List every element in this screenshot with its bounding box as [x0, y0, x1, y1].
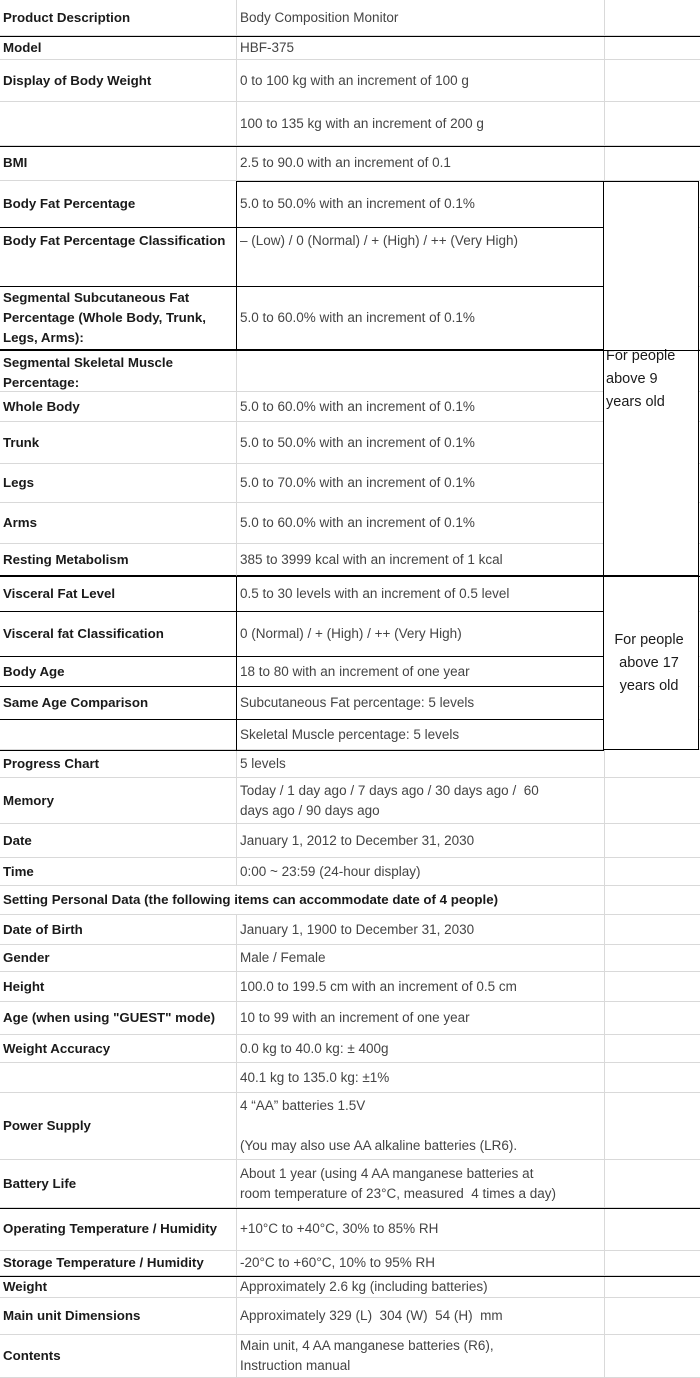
spec-row-label-text: Operating Temperature / Humidity: [3, 1221, 218, 1236]
spec-row-label: [0, 350, 236, 392]
spec-row-extra: [604, 886, 700, 915]
spec-row-label: [0, 915, 236, 945]
border-line: [0, 750, 604, 751]
spec-row-label: [0, 1276, 236, 1298]
spec-row-extra: [604, 972, 700, 1002]
spec-row-value: [236, 576, 604, 612]
spec-row-value-text: Main unit, 4 AA manganese batteries (R6), Instruction manual: [240, 1338, 494, 1373]
spec-row-label-text: Date of Birth: [3, 921, 83, 937]
spec-row-value-text: Skeletal Muscle percentage: 5 levels: [240, 726, 460, 742]
age-note-text: For people above 9 years old: [606, 348, 676, 410]
spec-row-value: [236, 228, 604, 287]
spec-row-label-text: Time: [3, 863, 34, 879]
spec-row-extra: [604, 36, 700, 60]
spec-row-value-text: 2.5 to 90.0 with an increment of 0.1: [240, 155, 451, 170]
spec-row-value: [236, 720, 604, 750]
spec-row-label-text: Resting Metabolism: [3, 551, 129, 567]
spec-row-extra: [604, 778, 700, 824]
spec-row-value: [236, 392, 604, 422]
spec-row-value: [236, 657, 604, 687]
spec-row-label: [0, 778, 236, 824]
spec-row-value-text: Male / Female: [240, 950, 326, 965]
spec-row-label: [0, 544, 236, 576]
spec-row-value-text: About 1 year (using 4 AA manganese batteries at room temperature of 23°C, measured 4 times a day): [240, 1165, 557, 1201]
spec-row-label: [0, 1298, 236, 1335]
spec-row-label-text: Power Supply: [3, 1118, 91, 1133]
spec-row-extra: [604, 1251, 700, 1276]
spec-row-label: [0, 824, 236, 858]
spec-row-label: [0, 102, 236, 146]
border-line: [0, 146, 700, 147]
spec-row-extra: [604, 1160, 700, 1208]
spec-row-value: [236, 1160, 604, 1208]
spec-row-value-text: January 1, 2012 to December 31, 2030: [240, 832, 475, 848]
border-line: [0, 1276, 700, 1277]
spec-row-label: [0, 464, 236, 503]
spec-row-label: [0, 1251, 236, 1276]
spec-row-label-text: Body Fat Percentage: [3, 196, 136, 211]
spec-row-value: [236, 146, 604, 181]
spec-row-value-text: 40.1 kg to 135.0 kg: ±1%: [240, 1069, 390, 1085]
spec-row-value: [236, 544, 604, 576]
border-line: [236, 181, 237, 350]
spec-row-value: [236, 687, 604, 720]
spec-row-value-text: 385 to 3999 kcal with an increment of 1 kcal: [240, 551, 503, 567]
spec-row-label: [0, 720, 236, 750]
spec-row-value: [236, 750, 604, 778]
border-line: [0, 576, 700, 577]
spec-row-value: [236, 1208, 604, 1251]
spec-row-label: [0, 146, 236, 181]
age-note: [603, 576, 699, 750]
spec-row-label-text: Visceral fat Classification: [3, 626, 164, 641]
spec-row-value: [236, 60, 604, 102]
spec-row-extra: [604, 60, 700, 102]
spec-row-value-text: 5.0 to 60.0% with an increment of 0.1%: [240, 310, 475, 325]
spec-row-label-text: Weight Accuracy: [3, 1040, 111, 1056]
spec-row-label: [0, 1035, 236, 1063]
spec-row-label: [0, 1208, 236, 1251]
spec-row-label: [0, 1335, 236, 1378]
spec-row-label-text: Battery Life: [3, 1175, 77, 1191]
spec-row-label: [0, 422, 236, 464]
spec-row-label-text: Arms: [3, 515, 37, 530]
spec-row-label: [0, 503, 236, 544]
spec-row-value: [236, 102, 604, 146]
spec-row-label-text: Progress Chart: [3, 755, 100, 771]
spec-row-value: [236, 858, 604, 886]
spec-row-value-text: 18 to 80 with an increment of one year: [240, 663, 470, 679]
spec-row-value-text: -20°C to +60°C, 10% to 95% RH: [240, 1255, 436, 1270]
spec-row-extra: [604, 915, 700, 945]
spec-row-label-text: Model: [3, 39, 42, 55]
spec-row-value: [236, 181, 604, 228]
spec-row-value: [236, 972, 604, 1002]
spec-row-value-text: 5.0 to 70.0% with an increment of 0.1%: [240, 475, 475, 490]
spec-row-label-text: Trunk: [3, 434, 40, 450]
border-line: [236, 181, 604, 182]
spec-row-label-text: Weight: [3, 1278, 48, 1294]
spec-row-label: [0, 657, 236, 687]
spec-row-extra: [604, 146, 700, 181]
spec-row-value: [236, 36, 604, 60]
spec-row-label: [0, 886, 604, 915]
spec-row-label: [0, 858, 236, 886]
spec-row-value: [236, 1063, 604, 1093]
spec-row-value: [236, 1035, 604, 1063]
spec-row-value: [236, 1002, 604, 1035]
spec-row-label-text: Height: [3, 978, 45, 994]
spec-row-extra: [604, 1063, 700, 1093]
spec-row-value-text: Body Composition Monitor: [240, 9, 399, 25]
spec-row-extra: [604, 1276, 700, 1298]
age-note: [603, 181, 699, 576]
spec-row-value: [236, 464, 604, 503]
spec-row-label-text: Gender: [3, 950, 50, 965]
spec-row-label-text: Main unit Dimensions: [3, 1308, 141, 1323]
spec-row-value-text: 4 “AA” batteries 1.5V (You may also use AA alkaline batteries (LR6).: [240, 1098, 518, 1153]
spec-row-value-text: January 1, 1900 to December 31, 2030: [240, 921, 475, 937]
spec-row-label-text: Segmental Subcutaneous Fat Percentage (Whole Body, Trunk, Legs, Arms):: [3, 290, 210, 345]
spec-row-value: [236, 1276, 604, 1298]
spec-row-extra: [604, 945, 700, 972]
spec-row-label: [0, 287, 236, 350]
spec-row-label: [0, 36, 236, 60]
spec-row-value-text: HBF-375: [240, 39, 295, 55]
spec-row-extra: [604, 1035, 700, 1063]
spec-row-label-text: Legs: [3, 475, 35, 490]
border-line: [0, 350, 700, 351]
spec-row-label-text: Segmental Skeletal Muscle Percentage:: [3, 355, 177, 390]
spec-row-value: [236, 422, 604, 464]
spec-row-label-text: Body Age: [3, 663, 65, 679]
spec-row-extra: [604, 750, 700, 778]
spec-row-label-text: Storage Temperature / Humidity: [3, 1255, 204, 1270]
spec-row-label: [0, 576, 236, 612]
spec-row-value-text: 100.0 to 199.5 cm with an increment of 0.5 cm: [240, 978, 517, 994]
spec-row-value-text: Today / 1 day ago / 7 days ago / 30 days ago / 60 days ago / 90 days ago: [240, 782, 539, 818]
spec-row-value: [236, 350, 604, 392]
spec-row-extra: [604, 858, 700, 886]
spec-row-label: [0, 612, 236, 657]
spec-row-label: [0, 0, 236, 36]
spec-row-label: [0, 392, 236, 422]
spec-row-label-text: Body Fat Percentage Classification: [3, 233, 226, 248]
spec-row-extra: [604, 1093, 700, 1160]
spec-row-value-text: 100 to 135 kg with an increment of 200 g: [240, 115, 484, 131]
spec-row-value: [236, 0, 604, 36]
spec-row-label-text: Contents: [3, 1348, 61, 1363]
spec-row-value: [236, 778, 604, 824]
spec-row-value-text: 0.0 kg to 40.0 kg: ± 400g: [240, 1040, 389, 1056]
spec-row-value-text: 0:00 ~ 23:59 (24-hour display): [240, 863, 421, 879]
spec-row-label: [0, 1002, 236, 1035]
spec-row-extra: [604, 824, 700, 858]
spec-row-extra: [604, 1298, 700, 1335]
spec-row-label: [0, 750, 236, 778]
spec-row-value-text: +10°C to +40°C, 30% to 85% RH: [240, 1221, 439, 1236]
spec-row-label: [0, 972, 236, 1002]
spec-row-label-text: Setting Personal Data (the following items can accommodate date of 4 people): [3, 892, 499, 907]
spec-row-value-text: 5 levels: [240, 755, 286, 771]
spec-row-extra: [604, 102, 700, 146]
spec-row-label: [0, 687, 236, 720]
spec-row-value: [236, 287, 604, 350]
spec-row-label: [0, 181, 236, 228]
spec-row-value: [236, 1093, 604, 1160]
spec-row-value-text: 5.0 to 60.0% with an increment of 0.1%: [240, 398, 475, 414]
spec-row-label-text: Visceral Fat Level: [3, 585, 116, 601]
spec-row-extra: [604, 0, 700, 36]
spec-row-label-text: Product Description: [3, 9, 131, 25]
spec-row-value: [236, 503, 604, 544]
spec-row-label-text: Same Age Comparison: [3, 695, 149, 710]
spec-row-label-text: BMI: [3, 155, 28, 170]
spec-row-label: [0, 60, 236, 102]
spec-row-value-text: 5.0 to 60.0% with an increment of 0.1%: [240, 515, 475, 530]
border-line: [0, 1208, 700, 1209]
spec-row-value: [236, 824, 604, 858]
spec-row-extra: [604, 1335, 700, 1378]
spec-row-label: [0, 1093, 236, 1160]
spec-row-value-text: – (Low) / 0 (Normal) / + (High) / ++ (Very High): [240, 233, 518, 248]
spec-row-value: [236, 612, 604, 657]
spec-row-value: [236, 915, 604, 945]
spec-row-value-text: Approximately 329 (L) 304 (W) 54 (H) mm: [240, 1308, 503, 1323]
spec-row-value-text: 10 to 99 with an increment of one year: [240, 1010, 470, 1025]
spec-row-value: [236, 1251, 604, 1276]
spec-row-label: [0, 228, 236, 287]
spec-row-label-text: Display of Body Weight: [3, 72, 152, 88]
spec-row-label: [0, 945, 236, 972]
spec-row-label: [0, 1160, 236, 1208]
spec-row-value-text: Subcutaneous Fat percentage: 5 levels: [240, 695, 475, 710]
spec-row-value-text: 0 to 100 kg with an increment of 100 g: [240, 72, 469, 88]
spec-row-extra: [604, 1208, 700, 1251]
age-note-text: For people above 17 years old: [614, 632, 684, 694]
spec-row-label: [0, 1063, 236, 1093]
border-line: [236, 576, 237, 750]
spec-row-value: [236, 945, 604, 972]
spec-row-label-text: Whole Body: [3, 398, 80, 414]
spec-row-extra: [604, 1002, 700, 1035]
spec-row-value: [236, 1335, 604, 1378]
spec-row-value-text: 5.0 to 50.0% with an increment of 0.1%: [240, 196, 475, 211]
spec-row-value: [236, 1298, 604, 1335]
spec-row-value-text: 0 (Normal) / + (High) / ++ (Very High): [240, 626, 462, 641]
spec-row-value-text: Approximately 2.6 kg (including batteries): [240, 1278, 488, 1294]
spec-row-label-text: Memory: [3, 792, 54, 808]
spec-row-value-text: 5.0 to 50.0% with an increment of 0.1%: [240, 434, 475, 450]
spec-row-label-text: Date: [3, 832, 32, 848]
border-line: [0, 36, 700, 37]
spec-row-value-text: 0.5 to 30 levels with an increment of 0.5 level: [240, 585, 510, 601]
spec-row-label-text: Age (when using "GUEST" mode): [3, 1010, 216, 1025]
